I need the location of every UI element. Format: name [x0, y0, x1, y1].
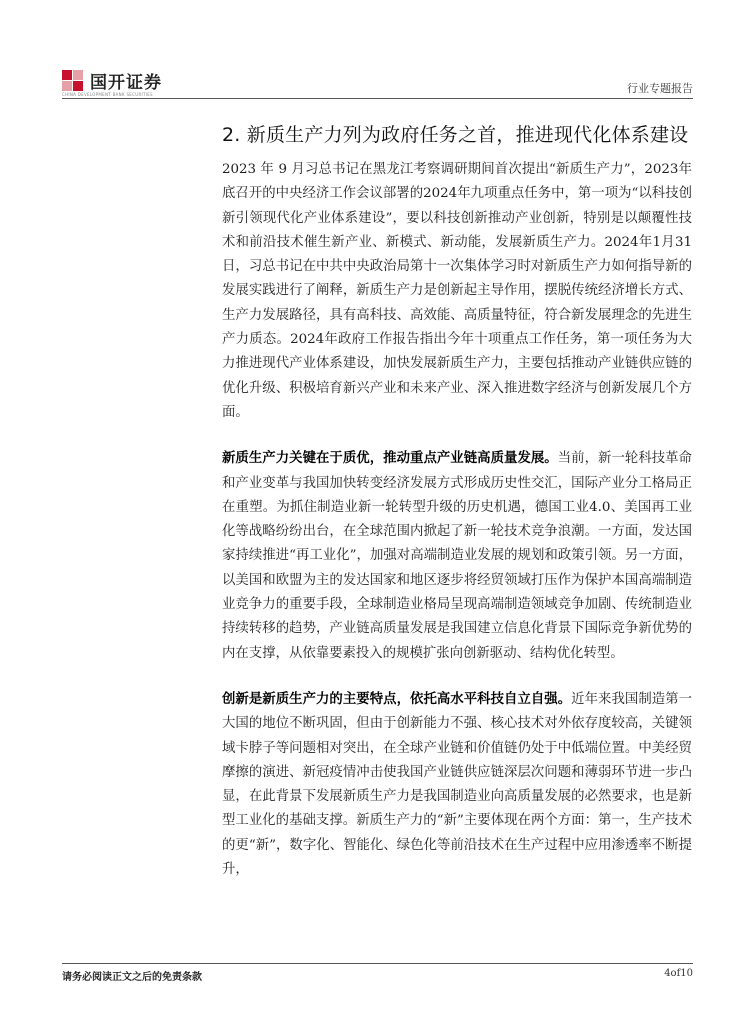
section-title: 2. 新质生产力列为政府任务之首，推进现代化体系建设 [222, 124, 689, 146]
logo-text: 国开证券 [90, 73, 162, 93]
header-divider [62, 98, 693, 99]
footer-divider [62, 963, 693, 964]
logo-subtitle: CHINA DEVELOPMENT BANK SECURITIES [62, 92, 153, 97]
paragraph-3 [222, 687, 692, 882]
logo-mark-icon [62, 70, 84, 92]
paragraph-lead: 新质生产力关键在于质优，推动重点产业链高质量发展。 [222, 450, 558, 467]
report-type-label: 行业专题报告 [627, 82, 693, 95]
company-logo [62, 68, 162, 93]
paragraph-lead: 创新是新质生产力的主要特点，依托高水平科技自立自强。 [222, 690, 572, 707]
paragraph-1 [222, 157, 692, 425]
page-number: 4of10 [664, 968, 693, 979]
paragraph-text: 当前，新一轮科技革命和产业变革与我国加快转变经济发展方式形成历史性交汇，国际产业分工格局正在重塑。为抓住制造业新一轮转型升级的历史机遇，德国工业4.0、美国再工业化等战略纷纷出台，在全球范围内掀起了新一轮技术竞争浪潮。一方面，发达国家持续推进“再工业化”，加强对高端制造业发展的规划和政策引领。另一方面，以美国和欧盟为主的发达国家和地区逐步将经贸领域打压作为保护本国高端制造业竞争力的重要手段，全球制造业格局呈现高端制造领域竞争加剧、传统制造业持续转移的趋势，产业链高质量发展是我国建立信息化背景下国际竞争新优势的内在支撑，从依靠要素投入的规模扩张向创新驱动、结构优化转型。 [222, 451, 693, 661]
paragraph-text: 2023 年 9 月习总书记在黑龙江考察调研期间首次提出“新质生产力”，2023年底召开的中央经济工作会议部署的2024年九项重点任务中，第一项为“以科技创新引领现代化产业体系建设”，要以科技创新推动产业创新，特别是以颠覆性技术和前沿技术催生新产业、新模式、新动能，发展新质生产力。2024年1月31日，习总书记在中共中央政治局第十一次集体学习时对新质生产力如何指导新的发展实践进行了阐释，新质生产力是创新起主导作用，摆脱传统经济增长方式、生产力发展路径，具有高科技、高效能、高质量特征，符合新发展理念的先进生产力质态。2024年政府工作报告指出今年十项重点工作任务，第一项任务为大力推进现代产业体系建设，加快发展新质生产力，主要包括推动产业链供应链的优化升级、积极培育新兴产业和未来产业、深入推进数字经济与创新发展几个方面。 [222, 162, 692, 420]
page-header [0, 0, 755, 100]
paragraph-2 [222, 446, 692, 666]
paragraph-text: 近年来我国制造第一大国的地位不断巩固，但由于创新能力不强、核心技术对外依存度较高，关键领域卡脖子等问题相对突出，在全球产业链和价值链仍处于中低端位置。中美经贸摩擦的演进、新冠疫情冲击使我国产业链供应链深层次问题和薄弱环节进一步凸显，在此背景下发展新质生产力是我国制造业向高质量发展的必然要求，也是新型工业化的基础支撑。新质生产力的“新”主要体现在两个方面：第一，生产技术的更“新”，数字化、智能化、绿色化等前沿技术在生产过程中应用渗透率不断提升， [222, 691, 692, 878]
disclaimer-text: 请务必阅读正文之后的免责条款 [62, 972, 202, 983]
main-content [222, 120, 692, 903]
